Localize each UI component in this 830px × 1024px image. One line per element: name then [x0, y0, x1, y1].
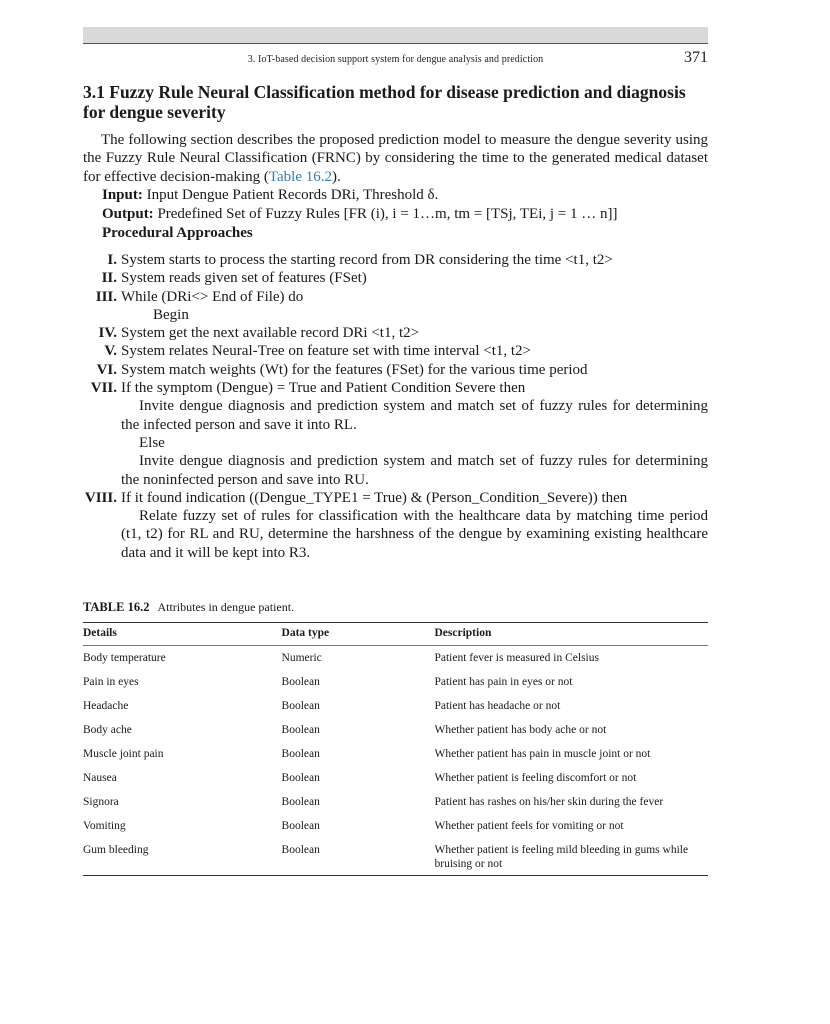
table-caption: [83, 600, 294, 615]
table-row: Pain in eyes Boolean Patient has pain in eyes or not: [83, 676, 573, 688]
procedural-heading: Procedural Approaches: [102, 225, 253, 241]
header-description: Description: [434, 623, 708, 646]
input-label: Input:: [102, 187, 143, 203]
begin-keyword: Begin: [153, 306, 189, 323]
step-1: I. System starts to process the starting record from DR considering the time <t1, t2>: [107, 252, 613, 268]
intro-paragraph: [83, 131, 708, 186]
table-row: Body ache Boolean Whether patient has body ache or not: [83, 724, 607, 736]
running-head: 3. IoT-based decision support system for dengue analysis and prediction: [247, 54, 544, 65]
page-number: 371: [684, 49, 708, 66]
table-row: Body temperature Numeric Patient fever is measured in Celsius: [83, 652, 599, 664]
input-text: Input Dengue Patient Records DRi, Threshold δ.: [146, 187, 439, 203]
step-3: III. While (DRi<> End of File) do: [95, 288, 304, 305]
step-7-else: Invite dengue diagnosis and prediction system and match set of fuzzy rules for determining the noninfected person and save into RU.: [121, 453, 708, 488]
table-label: TABLE 16.2: [83, 600, 150, 614]
table-row: Gum bleeding Boolean Whether patient is feeling mild bleeding in gums while bruising or not: [83, 838, 708, 876]
section-title: 3.1 Fuzzy Rule Neural Classification method for disease prediction and diagnosis for dengue severity: [83, 82, 686, 122]
step-5: V. System relates Neural-Tree on feature set with time interval <t1, t2>: [104, 343, 532, 360]
step-7: VII. If the symptom (Dengue) = True and Patient Condition Severe then: [90, 380, 526, 397]
output-label: Output:: [102, 206, 154, 222]
header-data-type: Data type: [282, 623, 435, 646]
step-4: IV. System get the next available record DRi <t1, t2>: [98, 325, 420, 342]
table-header-row: [83, 623, 708, 646]
else-keyword: Else: [139, 434, 165, 451]
output-text: Predefined Set of Fuzzy Rules [FR (i), i = 1…m, tm = [TSj, TEi, j = 1 … n]]: [157, 206, 618, 222]
table-row: Vomiting Boolean Whether patient feels for vomiting or not: [83, 820, 624, 832]
header-details: Details: [83, 623, 282, 646]
table-row: Nausea Boolean Whether patient is feeling discomfort or not: [83, 772, 637, 784]
table-caption-text: Attributes in dengue patient.: [157, 600, 295, 614]
table-row: Muscle joint pain Boolean Whether patient has pain in muscle joint or not: [83, 748, 651, 760]
table-row: Headache Boolean Patient has headache or not: [83, 700, 561, 712]
table-link[interactable]: Table 16.2: [268, 168, 333, 185]
output-line: [102, 205, 618, 223]
table-row: Signora Boolean Patient has rashes on his/her skin during the fever: [83, 796, 664, 808]
input-line: [102, 186, 438, 204]
step-8: VIII. If it found indication ((Dengue_TYPE1 = True) & (Person_Condition_Severe)) then: [84, 489, 628, 506]
step-6: VI. System match weights (Wt) for the features (FSet) for the various time period: [96, 361, 588, 378]
step-2: II. System reads given set of features (FSet): [101, 270, 367, 287]
intro-text: The following section describes the proposed prediction model to measure the dengue severity using the Fuzzy Rule Neural Classification (FRNC) by considering the time to the generated medical dataset for effective decision-making (: [83, 132, 708, 185]
procedure-steps: [83, 251, 708, 562]
attributes-table: [83, 622, 708, 876]
intro-text-end: ).: [332, 168, 341, 185]
step-7-then: Invite dengue diagnosis and prediction system and match set of fuzzy rules for determining the infected person and save it into RL.: [121, 398, 708, 433]
header-rule: [83, 43, 708, 44]
header-band: [83, 27, 708, 43]
step-8-then: Relate fuzzy set of rules for classification with the healthcare data by matching time period (t1, t2) for RL and RU, determine the harshness of the dengue by examining existing healthcare data and it will be kept into R3.: [121, 508, 708, 561]
